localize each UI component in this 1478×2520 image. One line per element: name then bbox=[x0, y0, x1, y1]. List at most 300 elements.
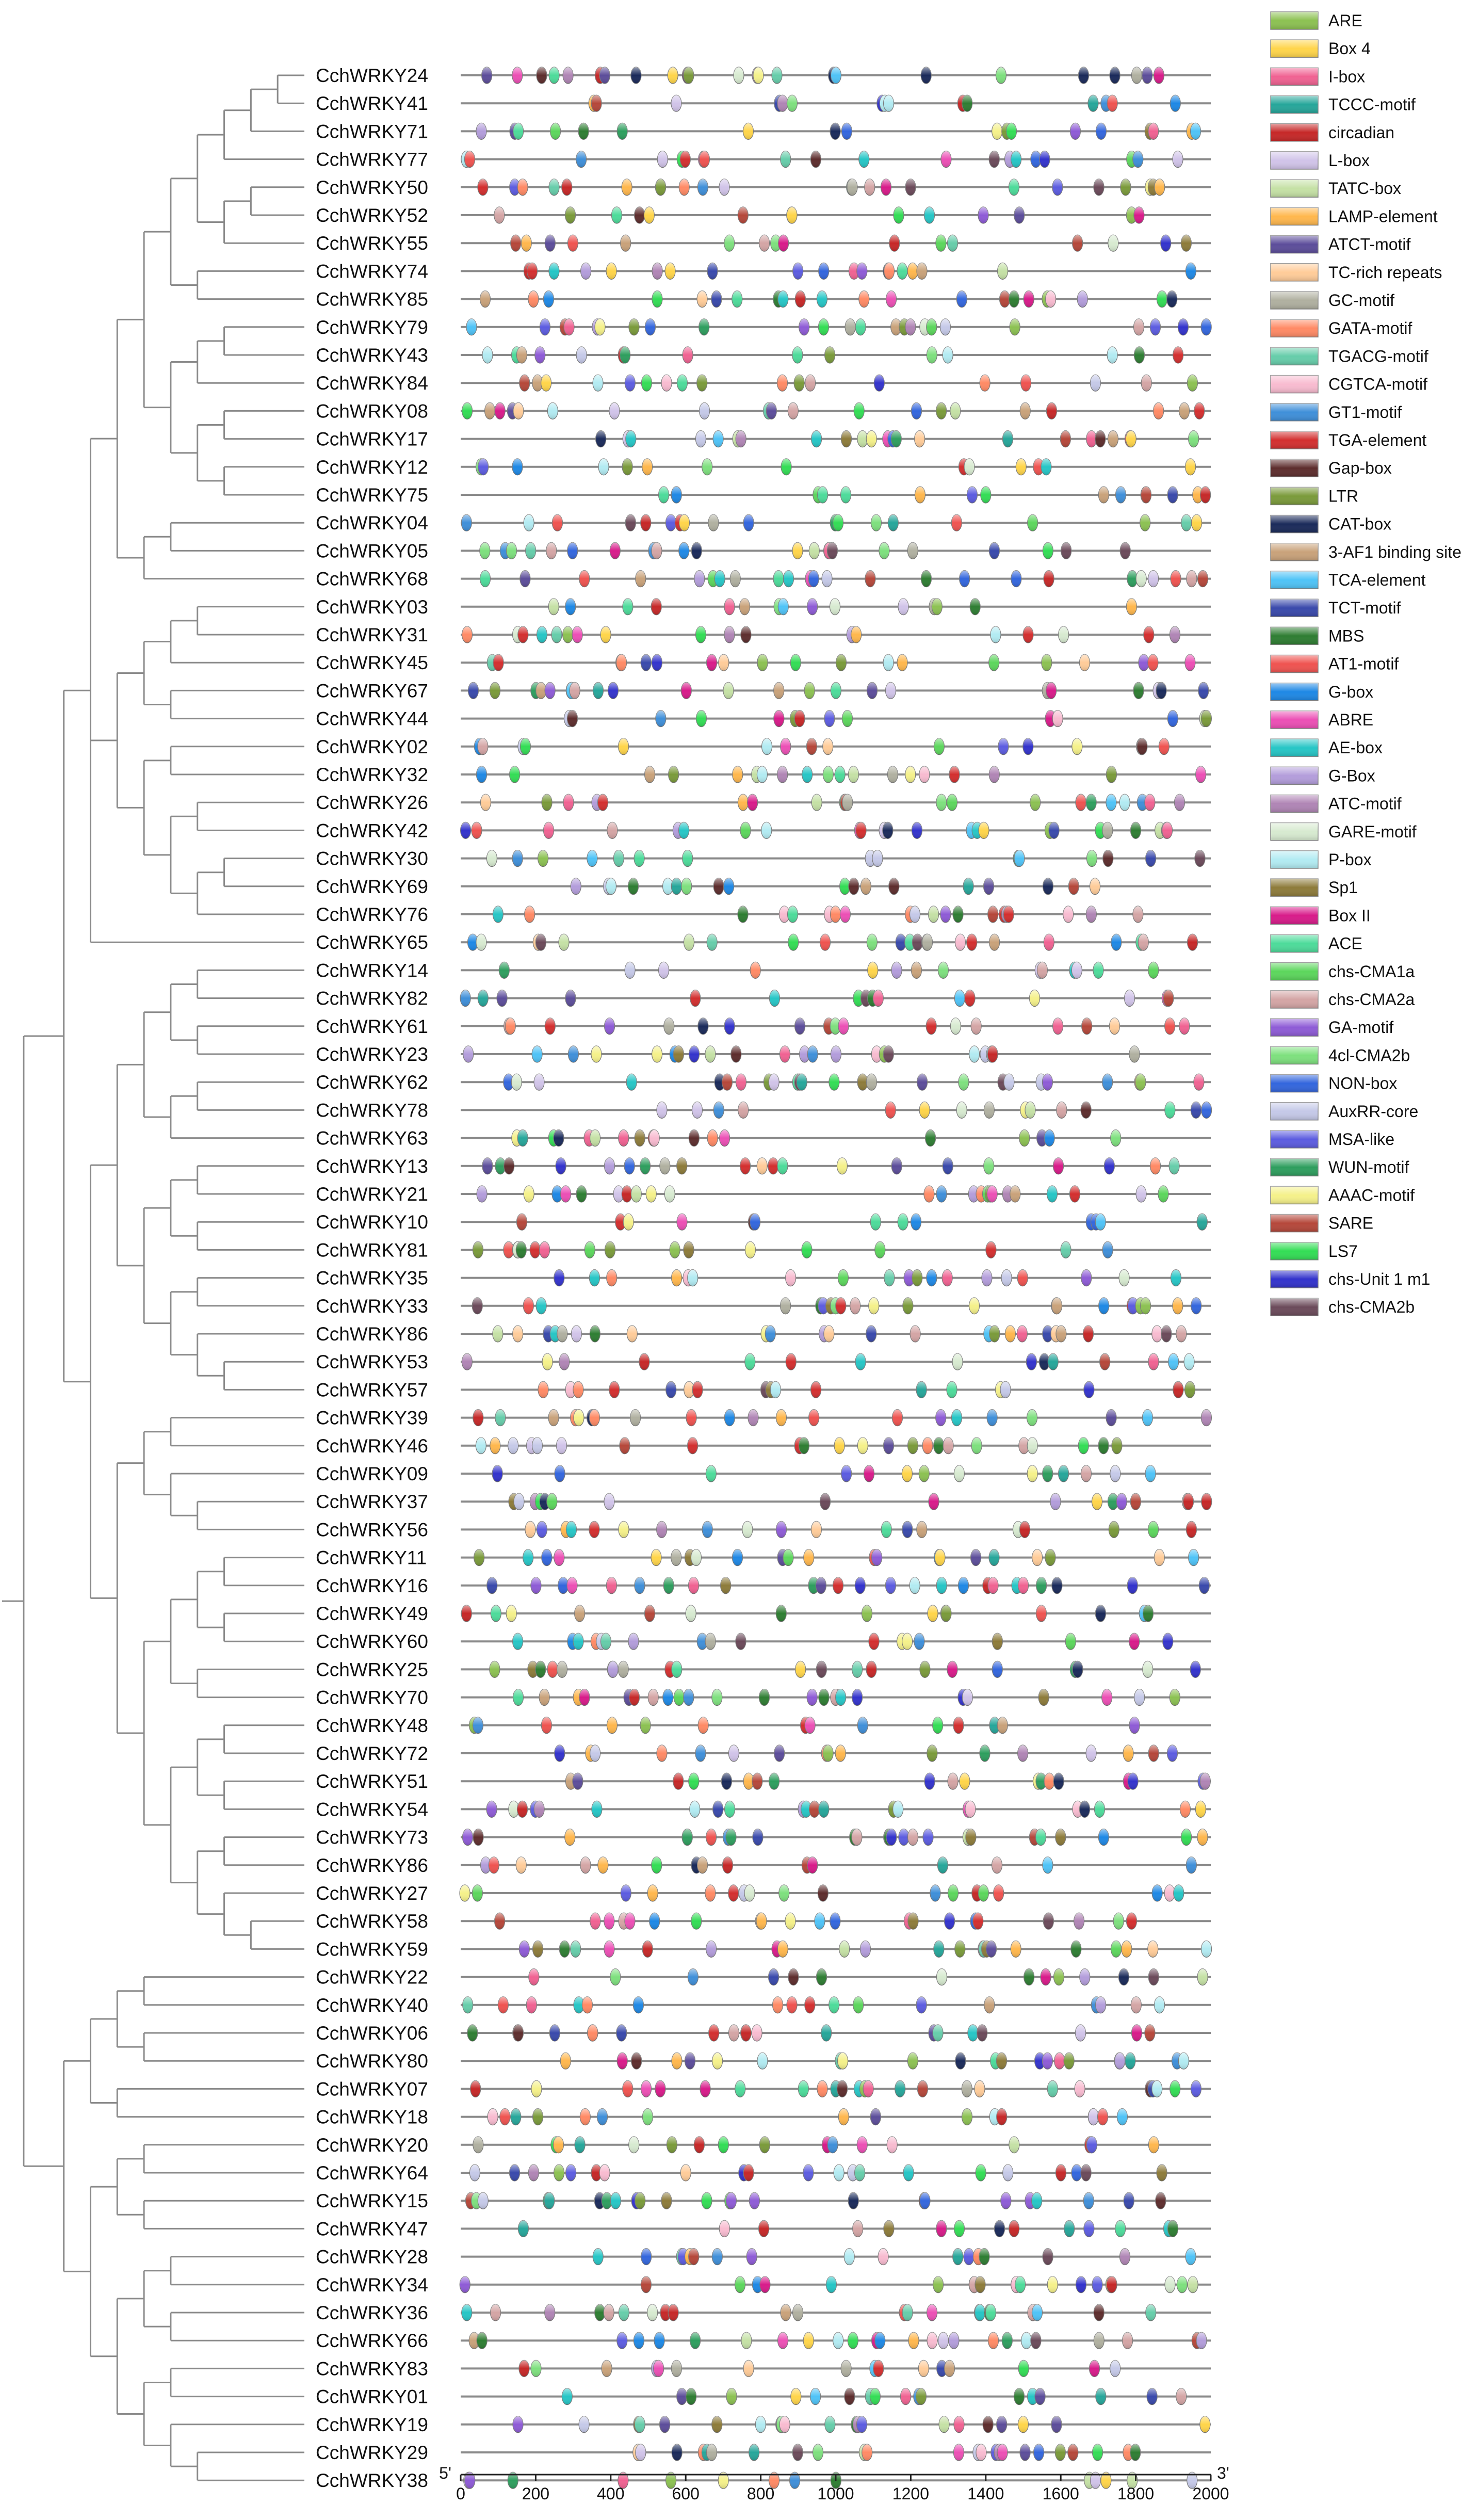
motif-glyph-shading bbox=[835, 766, 845, 783]
motif-glyph-shading bbox=[641, 654, 651, 671]
motif-glyph-shading bbox=[1129, 1717, 1140, 1734]
motif-glyph-shading bbox=[724, 878, 734, 895]
motif-glyph-shading bbox=[645, 319, 655, 335]
motif-glyph-shading bbox=[967, 487, 977, 503]
motif-glyph-shading bbox=[1060, 431, 1070, 447]
legend-label: P-box bbox=[1328, 850, 1372, 869]
motif-glyph-shading bbox=[1130, 1493, 1141, 1510]
legend-label: MBS bbox=[1328, 626, 1365, 645]
motif-glyph-shading bbox=[907, 2053, 918, 2069]
motif-glyph-shading bbox=[1064, 2053, 1074, 2069]
motif-glyph-shading bbox=[831, 682, 841, 699]
motif-glyph-shading bbox=[473, 1241, 483, 1258]
motif-glyph-shading bbox=[807, 599, 818, 615]
motif-glyph-shading bbox=[886, 291, 897, 308]
motif-glyph-shading bbox=[477, 1186, 487, 1202]
motif-glyph-shading bbox=[879, 542, 889, 559]
motif-glyph-shading bbox=[720, 1130, 730, 1146]
motif-glyph-shading bbox=[884, 1270, 895, 1286]
motif-glyph-shading bbox=[1095, 431, 1106, 447]
motif-glyph-shading bbox=[565, 207, 576, 223]
gene-label: CchWRKY62 bbox=[316, 1072, 428, 1093]
motif-glyph-shading bbox=[681, 878, 692, 895]
legend-swatch-shading bbox=[1271, 207, 1318, 225]
motif-glyph-shading bbox=[829, 1074, 839, 1090]
motif-glyph-shading bbox=[487, 1577, 497, 1594]
motif-glyph-shading bbox=[953, 2444, 964, 2461]
motif-glyph-shading bbox=[713, 1801, 723, 1817]
motif-glyph-shading bbox=[1092, 2276, 1102, 2293]
motif-glyph-shading bbox=[1147, 2388, 1157, 2405]
motif-glyph-shading bbox=[1116, 1493, 1127, 1510]
motif-glyph-shading bbox=[593, 375, 603, 391]
motif-glyph-shading bbox=[1129, 1633, 1140, 1650]
motif-glyph-shading bbox=[531, 1577, 541, 1594]
motif-glyph-shading bbox=[726, 2388, 737, 2405]
motif-glyph-shading bbox=[966, 1829, 976, 1846]
motif-glyph-shading bbox=[1124, 2192, 1134, 2209]
motif-glyph-shading bbox=[616, 654, 627, 671]
gene-label: CchWRKY66 bbox=[316, 2330, 428, 2352]
motif-glyph-shading bbox=[652, 263, 662, 279]
motif-glyph-shading bbox=[486, 1801, 497, 1817]
motif-glyph-shading bbox=[773, 1997, 783, 2013]
motif-glyph-shading bbox=[1018, 1745, 1028, 1762]
motif-glyph-shading bbox=[806, 738, 817, 755]
motif-glyph-shading bbox=[1196, 766, 1206, 783]
motif-glyph-shading bbox=[485, 402, 495, 419]
motif-glyph-shading bbox=[1094, 2304, 1104, 2321]
motif-glyph-shading bbox=[1142, 1410, 1152, 1426]
motif-glyph-shading bbox=[907, 263, 918, 279]
motif-glyph-shading bbox=[897, 654, 907, 671]
motif-glyph-shading bbox=[1201, 1102, 1212, 1118]
gene-label: CchWRKY21 bbox=[316, 1184, 428, 1205]
motif-glyph-shading bbox=[748, 1410, 758, 1426]
motif-glyph-shading bbox=[1112, 1437, 1122, 1454]
motif-glyph-shading bbox=[1163, 990, 1174, 1007]
motif-glyph-shading bbox=[705, 1046, 716, 1062]
gene-labels bbox=[316, 65, 428, 2491]
motif-glyph-shading bbox=[902, 2304, 913, 2321]
motif-glyph-shading bbox=[493, 654, 504, 671]
motif-glyph-shading bbox=[660, 2416, 670, 2433]
legend-label: TATC-box bbox=[1328, 179, 1402, 198]
motif-glyph-shading bbox=[809, 1410, 819, 1426]
motif-glyph-shading bbox=[730, 571, 740, 587]
motif-glyph-shading bbox=[683, 347, 693, 363]
motif-glyph-shading bbox=[686, 1605, 696, 1622]
motif-glyph-shading bbox=[462, 2304, 472, 2321]
motif-glyph-shading bbox=[1042, 2053, 1052, 2069]
motif-glyph-shading bbox=[1136, 571, 1146, 587]
motif-glyph-shading bbox=[547, 1661, 558, 1677]
motif-glyph-shading bbox=[699, 319, 709, 335]
motif-glyph-shading bbox=[1032, 2304, 1043, 2321]
motif-glyph-shading bbox=[478, 990, 488, 1007]
motif-glyph-shading bbox=[1171, 1270, 1181, 1286]
motif-glyph-shading bbox=[1102, 1689, 1112, 1706]
motif-glyph-shading bbox=[708, 514, 719, 531]
motif-glyph-shading bbox=[936, 1410, 946, 1426]
motif-glyph-shading bbox=[559, 1353, 570, 1370]
legend-label: GC-motif bbox=[1328, 291, 1394, 310]
motif-glyph-shading bbox=[838, 2109, 849, 2125]
motif-glyph-shading bbox=[984, 1102, 994, 1118]
motif-glyph-shading bbox=[954, 2416, 964, 2433]
legend-label: SARE bbox=[1328, 1214, 1374, 1233]
motif-glyph-shading bbox=[1090, 375, 1100, 391]
motif-glyph-shading bbox=[1009, 291, 1019, 308]
motif-glyph-shading bbox=[902, 1521, 913, 1538]
motif-glyph-shading bbox=[724, 599, 735, 615]
motif-glyph-shading bbox=[979, 822, 989, 838]
motif-glyph-shading bbox=[706, 1829, 717, 1846]
motif-glyph-shading bbox=[897, 263, 907, 279]
motif-glyph-shading bbox=[1086, 794, 1096, 811]
motif-glyph-shading bbox=[626, 431, 636, 447]
gene-label: CchWRKY50 bbox=[316, 176, 428, 198]
motif-glyph-shading bbox=[677, 375, 687, 391]
motif-glyph-shading bbox=[526, 1997, 537, 2013]
motif-glyph-shading bbox=[765, 1326, 775, 1342]
motif-glyph-shading bbox=[916, 1997, 927, 2013]
motif-glyph-shading bbox=[1052, 1298, 1062, 1314]
motif-glyph-shading bbox=[1017, 1326, 1027, 1342]
motif-glyph-shading bbox=[571, 878, 581, 895]
motif-glyph-shading bbox=[1187, 571, 1197, 587]
motif-glyph-shading bbox=[1173, 151, 1183, 168]
motif-glyph-shading bbox=[769, 1074, 779, 1090]
motif-glyph-shading bbox=[760, 2276, 770, 2293]
motif-glyph-shading bbox=[927, 1745, 937, 1762]
motif-glyph-shading bbox=[795, 1661, 806, 1677]
motif-glyph-shading bbox=[635, 1577, 645, 1594]
motif-glyph-shading bbox=[749, 2444, 759, 2461]
motif-glyph-shading bbox=[1173, 1298, 1183, 1314]
motif-glyph-shading bbox=[1032, 1549, 1043, 1566]
motif-glyph-shading bbox=[1195, 850, 1205, 867]
motif-glyph-shading bbox=[844, 2249, 854, 2265]
motif-glyph-shading bbox=[962, 1689, 972, 1706]
gene-label: CchWRKY34 bbox=[316, 2274, 428, 2296]
motif-glyph-shading bbox=[477, 2332, 487, 2349]
motif-glyph-shading bbox=[491, 2304, 501, 2321]
gene-label: CchWRKY84 bbox=[316, 373, 428, 394]
motif-glyph-shading bbox=[807, 1046, 818, 1062]
motif-glyph-shading bbox=[833, 1577, 843, 1594]
legend-swatch-shading bbox=[1271, 851, 1318, 868]
motif-glyph-shading bbox=[981, 487, 991, 503]
motif-glyph-shading bbox=[769, 1969, 779, 1985]
motif-glyph-shading bbox=[566, 2164, 576, 2181]
motif-glyph-shading bbox=[618, 1661, 628, 1677]
motif-glyph-shading bbox=[1098, 1829, 1109, 1846]
legend-swatch-shading bbox=[1271, 68, 1318, 85]
motif-glyph-shading bbox=[1069, 1186, 1080, 1202]
motif-glyph-shading bbox=[951, 514, 962, 531]
motif-glyph-shading bbox=[593, 2249, 603, 2265]
motif-glyph-shading bbox=[463, 1997, 473, 2013]
phylogenetic-tree bbox=[2, 75, 304, 2480]
motif-glyph-shading bbox=[677, 1214, 687, 1230]
motif-glyph-shading bbox=[951, 1410, 962, 1426]
motif-glyph-shading bbox=[756, 1913, 767, 1929]
motif-glyph-shading bbox=[950, 1018, 961, 1035]
motif-glyph-shading bbox=[1178, 2053, 1189, 2069]
motif-glyph-shading bbox=[978, 1885, 988, 1901]
legend-swatch-shading bbox=[1271, 1158, 1318, 1176]
motif-glyph-shading bbox=[1068, 878, 1079, 895]
motif-glyph-shading bbox=[656, 710, 666, 727]
motif-glyph-shading bbox=[838, 2053, 848, 2069]
motif-glyph-shading bbox=[1181, 1829, 1192, 1846]
motif-glyph-shading bbox=[971, 1549, 981, 1566]
motif-glyph-shading bbox=[759, 2137, 770, 2153]
motif-glyph-shading bbox=[1126, 599, 1136, 615]
motif-glyph-shading bbox=[997, 2444, 1008, 2461]
motif-glyph-shading bbox=[1044, 934, 1054, 950]
motif-glyph-shading bbox=[663, 1689, 673, 1706]
motif-glyph-shading bbox=[510, 766, 520, 783]
motif-glyph-shading bbox=[1098, 487, 1109, 503]
motif-glyph-shading bbox=[757, 1158, 767, 1174]
motif-glyph-shading bbox=[792, 542, 803, 559]
motif-glyph-shading bbox=[1115, 2220, 1126, 2237]
motif-glyph-shading bbox=[1184, 1353, 1194, 1370]
motif-glyph-shading bbox=[909, 1577, 920, 1594]
motif-glyph-shading bbox=[628, 878, 639, 895]
motif-glyph-shading bbox=[543, 822, 554, 838]
motif-glyph-shading bbox=[1156, 682, 1166, 699]
motif-glyph-shading bbox=[604, 1493, 614, 1510]
motif-glyph-shading bbox=[482, 347, 493, 363]
gene-label: CchWRKY72 bbox=[316, 1743, 428, 1764]
motif-glyph-shading bbox=[872, 850, 883, 867]
motif-glyph-shading bbox=[788, 402, 798, 419]
gene-label: CchWRKY80 bbox=[316, 2050, 428, 2072]
motif-glyph-shading bbox=[1086, 906, 1096, 923]
motif-glyph-shading bbox=[1098, 2109, 1108, 2125]
motif-glyph-shading bbox=[517, 1130, 528, 1146]
motif-glyph-shading bbox=[818, 319, 829, 335]
motif-glyph-shading bbox=[1093, 962, 1103, 978]
motif-glyph-shading bbox=[490, 1661, 500, 1677]
motif-glyph-shading bbox=[741, 2332, 752, 2349]
gene-label: CchWRKY82 bbox=[316, 988, 428, 1009]
motif-glyph-shading bbox=[830, 906, 840, 923]
motif-glyph-shading bbox=[748, 794, 758, 811]
motif-glyph-shading bbox=[1194, 402, 1205, 419]
motif-glyph-shading bbox=[1145, 1465, 1156, 1482]
motif-glyph-shading bbox=[1186, 1521, 1196, 1538]
motif-glyph-shading bbox=[1143, 1605, 1154, 1622]
motif-glyph-shading bbox=[1043, 1857, 1053, 1873]
motif-glyph-shading bbox=[513, 1633, 523, 1650]
motif-glyph-shading bbox=[1026, 1353, 1036, 1370]
motif-glyph-shading bbox=[698, 1018, 708, 1035]
motif-glyph-shading bbox=[705, 1633, 716, 1650]
motif-glyph-shading bbox=[1053, 1018, 1063, 1035]
motif-glyph-shading bbox=[1056, 1326, 1066, 1342]
motif-glyph-shading bbox=[811, 1521, 821, 1538]
motif-glyph-shading bbox=[962, 2080, 972, 2097]
motif-glyph-shading bbox=[902, 1465, 912, 1482]
motif-glyph-shading bbox=[1003, 906, 1014, 923]
motif-glyph-shading bbox=[870, 2388, 880, 2405]
gene-label: CchWRKY60 bbox=[316, 1631, 428, 1653]
motif-glyph-shading bbox=[857, 1437, 868, 1454]
motif-glyph-shading bbox=[598, 794, 608, 811]
motif-glyph-shading bbox=[1018, 2416, 1028, 2433]
motif-glyph-shading bbox=[663, 1577, 674, 1594]
motif-glyph-shading bbox=[1094, 179, 1104, 196]
motif-glyph-shading bbox=[641, 2276, 651, 2293]
motif-glyph-shading bbox=[785, 1913, 795, 1929]
motif-glyph-shading bbox=[1200, 2416, 1210, 2433]
motif-glyph-shading bbox=[480, 794, 491, 811]
gene-label: CchWRKY64 bbox=[316, 2162, 428, 2184]
motif-glyph-shading bbox=[563, 67, 573, 84]
motif-glyph-shading bbox=[498, 1997, 508, 2013]
motif-glyph-shading bbox=[534, 1074, 544, 1090]
motif-glyph-shading bbox=[788, 1969, 799, 1985]
motif-glyph-shading bbox=[891, 431, 901, 447]
axis-tick-label: 600 bbox=[672, 2484, 700, 2503]
legend-label: AT1-motif bbox=[1328, 654, 1399, 673]
gene-label: CchWRKY43 bbox=[316, 345, 428, 366]
motif-glyph-shading bbox=[829, 1997, 839, 2013]
gene-label: CchWRKY69 bbox=[316, 876, 428, 897]
motif-glyph-shading bbox=[826, 2276, 836, 2293]
motif-glyph-shading bbox=[908, 2332, 919, 2349]
motif-glyph-shading bbox=[965, 1801, 976, 1817]
motif-glyph-shading bbox=[527, 263, 538, 279]
motif-glyph-shading bbox=[766, 402, 776, 419]
motif-glyph-shading bbox=[554, 1130, 564, 1146]
motif-glyph-shading bbox=[677, 1158, 687, 1174]
motif-glyph-shading bbox=[478, 179, 488, 196]
motif-glyph-shading bbox=[911, 1214, 921, 1230]
motif-glyph-shading bbox=[500, 2109, 510, 2125]
motif-glyph-shading bbox=[867, 934, 877, 950]
gene-label: CchWRKY49 bbox=[316, 1603, 428, 1624]
motif-glyph-shading bbox=[538, 850, 548, 867]
motif-glyph-shading bbox=[929, 1493, 939, 1510]
motif-glyph-shading bbox=[534, 1801, 544, 1817]
motif-glyph-shading bbox=[629, 1689, 640, 1706]
motif-glyph-shading bbox=[885, 1102, 896, 1118]
motif-glyph-shading bbox=[830, 1913, 840, 1929]
legend-swatch-shading bbox=[1271, 655, 1318, 673]
motif-glyph-shading bbox=[724, 1410, 735, 1426]
motif-glyph-shading bbox=[608, 682, 618, 699]
motif-glyph-shading bbox=[627, 1326, 637, 1342]
motif-glyph-shading bbox=[1167, 487, 1178, 503]
motif-glyph-shading bbox=[695, 431, 706, 447]
motif-glyph-shading bbox=[508, 1437, 518, 1454]
motif-glyph-shading bbox=[1094, 1801, 1105, 1817]
motif-glyph-shading bbox=[635, 2416, 645, 2433]
motif-glyph-shading bbox=[1017, 1270, 1028, 1286]
motif-glyph-shading bbox=[781, 738, 791, 755]
motif-glyph-shading bbox=[835, 1745, 846, 1762]
motif-glyph-shading bbox=[542, 1549, 552, 1566]
motif-glyph-shading bbox=[842, 794, 853, 811]
motif-glyph-shading bbox=[654, 2360, 664, 2377]
motif-glyph-shading bbox=[781, 459, 791, 475]
legend-label: AAAC-motif bbox=[1328, 1186, 1415, 1205]
motif-glyph-shading bbox=[573, 1633, 583, 1650]
motif-glyph-shading bbox=[707, 934, 717, 950]
motif-glyph-shading bbox=[1159, 738, 1169, 755]
motif-glyph-shading bbox=[1027, 1465, 1037, 1482]
motif-glyph-shading bbox=[611, 207, 622, 223]
motif-glyph-shading bbox=[1055, 2444, 1065, 2461]
motif-glyph-shading bbox=[759, 2220, 769, 2237]
motif-glyph-shading bbox=[460, 1885, 470, 1901]
motif-glyph-shading bbox=[497, 990, 507, 1007]
motif-glyph-shading bbox=[1106, 766, 1116, 783]
motif-glyph-shading bbox=[563, 626, 573, 643]
motif-glyph-shading bbox=[620, 1437, 630, 1454]
motif-glyph-shading bbox=[559, 1941, 570, 1957]
motif-glyph-shading bbox=[883, 1437, 894, 1454]
motif-glyph-shading bbox=[910, 906, 920, 923]
motif-glyph-shading bbox=[1125, 990, 1135, 1007]
axis-tick-label: 400 bbox=[597, 2484, 625, 2503]
motif-glyph-shading bbox=[472, 1298, 482, 1314]
motif-glyph-shading bbox=[943, 1158, 953, 1174]
motif-glyph-shading bbox=[589, 1270, 599, 1286]
motif-glyph-shading bbox=[839, 1941, 850, 1957]
motif-glyph-shading bbox=[1148, 1521, 1159, 1538]
motif-glyph-shading bbox=[862, 2444, 872, 2461]
legend-swatch-shading bbox=[1271, 1075, 1318, 1092]
motif-glyph-shading bbox=[579, 571, 590, 587]
motif-glyph-shading bbox=[1170, 626, 1180, 643]
motif-glyph-shading bbox=[761, 822, 772, 838]
motif-glyph-shading bbox=[635, 2192, 645, 2209]
motif-glyph-shading bbox=[473, 1717, 483, 1734]
motif-glyph-shading bbox=[462, 1829, 473, 1846]
motif-glyph-shading bbox=[590, 1913, 600, 1929]
motif-glyph-shading bbox=[997, 2109, 1007, 2125]
motif-glyph-shading bbox=[788, 934, 799, 950]
motif-glyph-shading bbox=[1081, 2164, 1091, 2181]
motif-glyph-shading bbox=[1006, 123, 1017, 139]
motif-glyph-shading bbox=[665, 514, 676, 531]
motif-glyph-shading bbox=[684, 1241, 694, 1258]
motif-glyph-shading bbox=[580, 2109, 590, 2125]
motif-glyph-shading bbox=[518, 626, 528, 643]
motif-glyph-shading bbox=[619, 1521, 629, 1538]
motif-glyph-shading bbox=[1131, 67, 1142, 84]
gene-label: CchWRKY19 bbox=[316, 2414, 428, 2435]
motif-glyph-shading bbox=[927, 319, 937, 335]
legend-swatch-shading bbox=[1271, 1019, 1318, 1036]
motif-glyph-shading bbox=[1028, 514, 1038, 531]
motif-glyph-shading bbox=[1000, 1381, 1011, 1398]
motif-glyph-shading bbox=[750, 962, 760, 978]
motif-glyph-shading bbox=[989, 766, 999, 783]
motif-glyph-shading bbox=[859, 291, 869, 308]
motif-glyph-shading bbox=[463, 1046, 474, 1062]
gene-label: CchWRKY73 bbox=[316, 1827, 428, 1848]
motif-glyph-shading bbox=[523, 1298, 533, 1314]
motif-glyph-shading bbox=[997, 2416, 1007, 2433]
motif-glyph-shading bbox=[672, 1270, 682, 1286]
